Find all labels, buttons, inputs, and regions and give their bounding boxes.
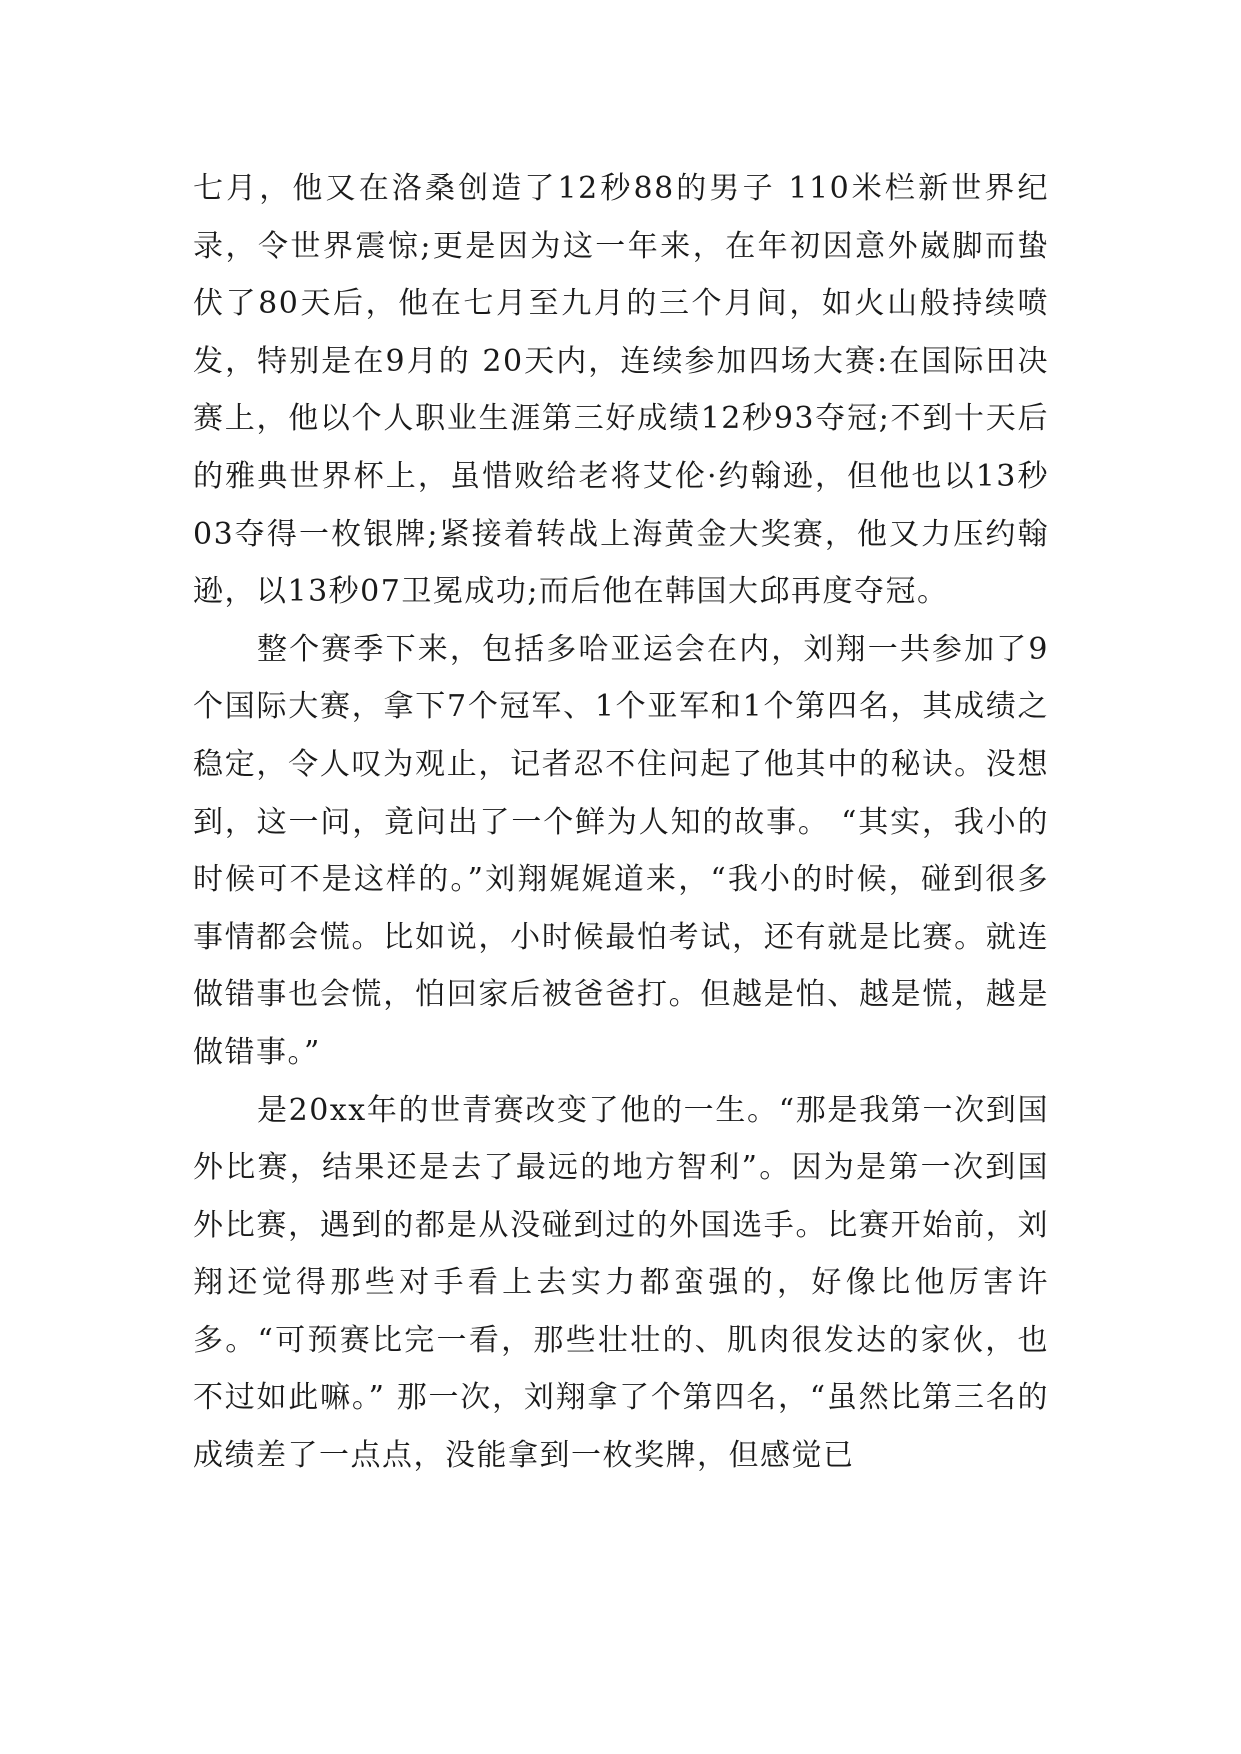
paragraph-1: 七月，他又在洛桑创造了12秒88的男子 110米栏新世界纪录，令世界震惊;更是因为这一年来，在年初因意外崴脚而蛰伏了80天后，他在七月至九月的三个月间，如火山般持续喷发，特别是在9月的 20天内，连续参加四场大赛:在国际田决赛上，他以个人职业生涯第三好成绩12秒93夺冠;不到十天后的雅典世界杯上，虽惜败给老将艾伦·约翰逊，但他也以13秒03夺得一枚银牌;紧接着转战上海黄金大奖赛，他又力压约翰逊，以13秒07卫冕成功;而后他在韩国大邱再度夺冠。: [193, 171, 1049, 610]
document-body: [193, 160, 1049, 1485]
paragraph-2: 整个赛季下来，包括多哈亚运会在内，刘翔一共参加了9个国际大赛，拿下7个冠军、1个亚军和1个第四名，其成绩之稳定，令人叹为观止，记者忍不住问起了他其中的秘诀。没想到，这一问，竟问出了一个鲜为人知的故事。 “其实，我小的时候可不是这样的。”刘翔娓娓道来，“我小的时候，碰到很多事情都会慌。比如说，小时候最怕考试，还有就是比赛。就连做错事也会慌，怕回家后被爸爸打。但越是怕、越是慌，越是做错事。”: [193, 631, 1049, 1070]
paragraph-3: 是20xx年的世青赛改变了他的一生。“那是我第一次到国外比赛，结果还是去了最远的地方智利”。因为是第一次到国外比赛，遇到的都是从没碰到过的外国选手。比赛开始前，刘翔还觉得那些对手看上去实力都蛮强的，好像比他厉害许多。“可预赛比完一看，那些壮壮的、肌肉很发达的家伙，也不过如此嘛。” 那一次，刘翔拿了个第四名，“虽然比第三名的成绩差了一点点，没能拿到一枚奖牌，但感觉已: [193, 1092, 1049, 1474]
